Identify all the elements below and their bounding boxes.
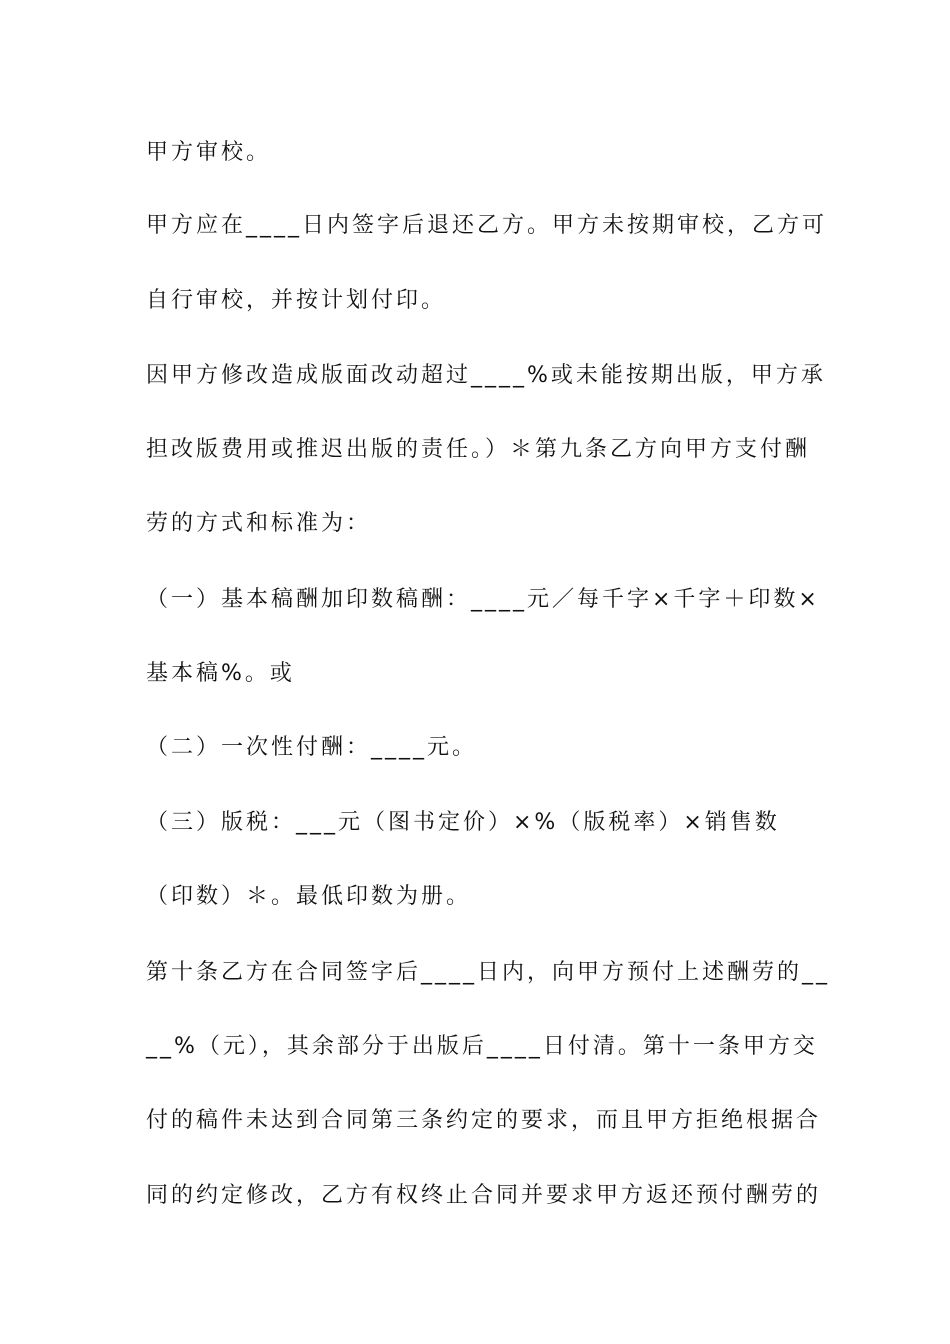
text-line: （一）基本稿酬加印数稿酬：____元／每千字×千字＋印数× <box>146 587 820 612</box>
text-line: 甲方应在____日内签字后退还乙方。甲方未按期审校，乙方可 <box>146 213 828 238</box>
text-line: 劳的方式和标准为： <box>146 511 372 536</box>
text-line: （印数）＊。最低印数为册。 <box>146 884 472 909</box>
text-line: 同的约定修改，乙方有权终止合同并要求甲方返还预付酬劳的 <box>146 1183 822 1208</box>
text-line: 因甲方修改造成版面改动超过____%或未能按期出版，甲方承 <box>146 363 826 388</box>
text-line: （二）一次性付酬：____元。 <box>146 735 478 760</box>
text-line: （三）版税：___元（图书定价）×%（版税率）×销售数 <box>146 810 780 835</box>
text-line: 付的稿件未达到合同第三条约定的要求，而且甲方拒绝根据合 <box>146 1108 822 1133</box>
text-line: 自行审校，并按计划付印。 <box>146 288 447 313</box>
text-line: 甲方审校。 <box>146 140 272 165</box>
text-line: __%（元），其余部分于出版后____日付清。第十一条甲方交 <box>146 1034 818 1059</box>
text-line: 第十条乙方在合同签字后____日内，向甲方预付上述酬劳的__ <box>146 960 831 985</box>
text-line: 担改版费用或推迟出版的责任。）＊第九条乙方向甲方支付酬 <box>146 437 811 462</box>
text-line: 基本稿%。或 <box>146 661 295 686</box>
